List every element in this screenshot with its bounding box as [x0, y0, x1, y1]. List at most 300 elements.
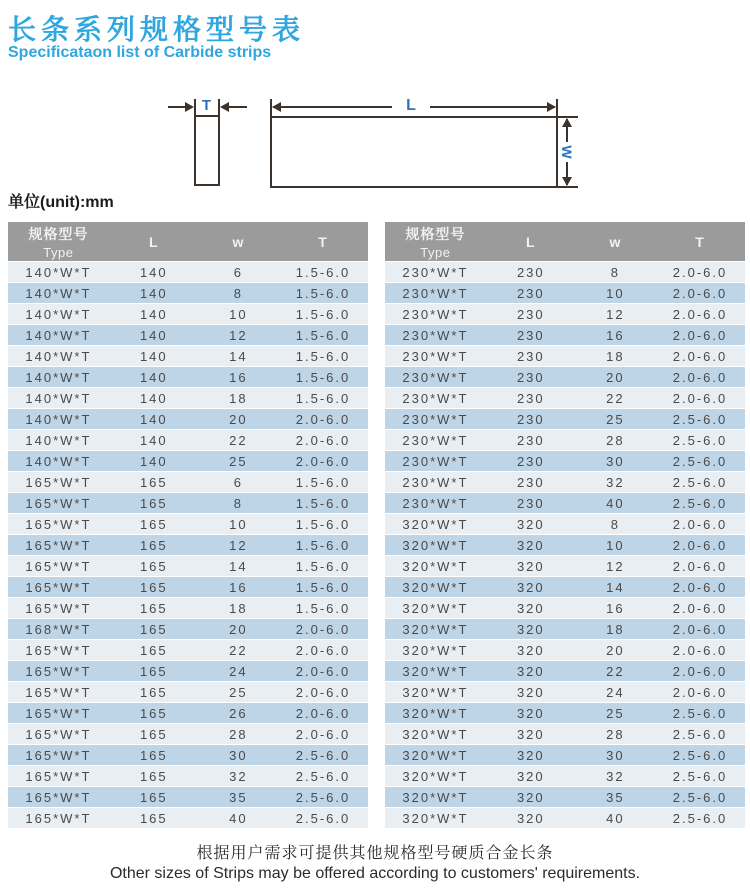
- cell-w: 25: [576, 703, 655, 724]
- cell-w: 24: [576, 682, 655, 703]
- col-header-type: [8, 222, 109, 262]
- cell-w: 20: [199, 409, 278, 430]
- cell-w: 22: [576, 388, 655, 409]
- cell-w: 22: [199, 430, 278, 451]
- table-row: [385, 304, 745, 325]
- cell-w: 12: [199, 325, 278, 346]
- l-arrow-left-icon: [272, 102, 281, 112]
- cell-l: 320: [486, 724, 576, 745]
- table-row: [385, 682, 745, 703]
- cell-t: 2.0-6.0: [655, 640, 745, 661]
- spec-table-right: [385, 222, 745, 829]
- cell-w: 28: [576, 430, 655, 451]
- table-row: [385, 409, 745, 430]
- cell-t: 2.0-6.0: [278, 451, 368, 472]
- cell-t: 2.0-6.0: [655, 346, 745, 367]
- table-row: [385, 745, 745, 766]
- cell-w: 32: [199, 766, 278, 787]
- cell-w: 28: [576, 724, 655, 745]
- table-header-row: [8, 222, 368, 262]
- cell-l: 140: [109, 430, 199, 451]
- cell-w: 16: [199, 367, 278, 388]
- table-row: [8, 640, 368, 661]
- page-subtitle: Specificataon list of Carbide strips: [8, 44, 272, 61]
- cell-type: 140*W*T: [8, 367, 109, 388]
- cell-type: 165*W*T: [8, 535, 109, 556]
- table-row: [385, 388, 745, 409]
- table-header-row: [385, 222, 745, 262]
- cell-w: 12: [576, 556, 655, 577]
- cell-l: 230: [486, 262, 576, 283]
- cell-l: 165: [109, 556, 199, 577]
- cell-type: 140*W*T: [8, 430, 109, 451]
- cell-type: 320*W*T: [385, 808, 486, 829]
- cell-l: 165: [109, 577, 199, 598]
- table-row: [8, 304, 368, 325]
- cell-l: 320: [486, 556, 576, 577]
- cell-l: 320: [486, 535, 576, 556]
- table-row: [385, 577, 745, 598]
- cell-w: 20: [576, 640, 655, 661]
- cell-w: 30: [199, 745, 278, 766]
- cell-t: 2.5-6.0: [655, 703, 745, 724]
- cell-l: 230: [486, 367, 576, 388]
- cell-w: 22: [576, 661, 655, 682]
- cell-type: 165*W*T: [8, 745, 109, 766]
- cell-t: 2.0-6.0: [278, 619, 368, 640]
- cell-w: 14: [576, 577, 655, 598]
- table-row: [8, 430, 368, 451]
- cell-l: 165: [109, 514, 199, 535]
- cell-w: 18: [576, 346, 655, 367]
- cell-t: 1.5-6.0: [278, 514, 368, 535]
- cell-l: 230: [486, 346, 576, 367]
- cell-w: 8: [576, 514, 655, 535]
- table-row: [385, 325, 745, 346]
- t-arrow-left-icon: [220, 102, 229, 112]
- cell-t: 1.5-6.0: [278, 535, 368, 556]
- cell-type: 230*W*T: [385, 283, 486, 304]
- col-header-l: L: [109, 222, 199, 262]
- cell-l: 165: [109, 535, 199, 556]
- table-row: [8, 724, 368, 745]
- cell-l: 320: [486, 808, 576, 829]
- cell-l: 230: [486, 493, 576, 514]
- cell-l: 165: [109, 766, 199, 787]
- cell-t: 2.0-6.0: [278, 661, 368, 682]
- cell-type: 320*W*T: [385, 514, 486, 535]
- cell-l: 320: [486, 577, 576, 598]
- table-row: [8, 451, 368, 472]
- col-header-type: [385, 222, 486, 262]
- cell-l: 320: [486, 514, 576, 535]
- cell-l: 165: [109, 640, 199, 661]
- cell-l: 320: [486, 619, 576, 640]
- table-row: [8, 514, 368, 535]
- cell-l: 230: [486, 304, 576, 325]
- cell-w: 16: [199, 577, 278, 598]
- cell-w: 32: [576, 472, 655, 493]
- cell-l: 320: [486, 640, 576, 661]
- cell-type: 165*W*T: [8, 493, 109, 514]
- cell-l: 140: [109, 388, 199, 409]
- cell-l: 320: [486, 766, 576, 787]
- cell-t: 2.0-6.0: [655, 598, 745, 619]
- t-dim-line-left: [168, 106, 186, 108]
- cell-t: 2.0-6.0: [655, 388, 745, 409]
- table-row: [8, 367, 368, 388]
- cell-w: 6: [199, 262, 278, 283]
- cell-l: 165: [109, 703, 199, 724]
- cell-t: 2.5-6.0: [655, 808, 745, 829]
- cell-t: 2.5-6.0: [655, 472, 745, 493]
- cell-w: 20: [576, 367, 655, 388]
- table-row: [8, 577, 368, 598]
- cell-type: 230*W*T: [385, 304, 486, 325]
- table-row: [385, 451, 745, 472]
- table-row: [385, 640, 745, 661]
- cell-l: 140: [109, 283, 199, 304]
- cell-t: 2.5-6.0: [655, 451, 745, 472]
- cell-t: 2.0-6.0: [278, 409, 368, 430]
- table-row: [385, 514, 745, 535]
- cell-t: 2.0-6.0: [655, 325, 745, 346]
- table-row: [385, 430, 745, 451]
- cell-type: 165*W*T: [8, 598, 109, 619]
- cell-w: 28: [199, 724, 278, 745]
- cell-type: 320*W*T: [385, 619, 486, 640]
- table-row: [385, 493, 745, 514]
- cell-w: 18: [576, 619, 655, 640]
- cell-type: 320*W*T: [385, 556, 486, 577]
- table-row: [385, 808, 745, 829]
- cell-l: 165: [109, 598, 199, 619]
- cell-w: 25: [199, 451, 278, 472]
- cell-type: 230*W*T: [385, 388, 486, 409]
- table-row: [8, 745, 368, 766]
- cell-w: 14: [199, 346, 278, 367]
- cell-t: 2.5-6.0: [655, 724, 745, 745]
- footer-note-cn: 根据用户需求可提供其他规格型号硬质合金长条: [196, 845, 554, 862]
- table-row: [8, 808, 368, 829]
- cell-l: 165: [109, 619, 199, 640]
- cell-w: 25: [576, 409, 655, 430]
- cell-type: 140*W*T: [8, 304, 109, 325]
- cell-l: 140: [109, 409, 199, 430]
- w-arrow-down-icon: [562, 177, 572, 186]
- cell-t: 1.5-6.0: [278, 472, 368, 493]
- cell-t: 2.5-6.0: [278, 787, 368, 808]
- cell-type: 320*W*T: [385, 682, 486, 703]
- l-dimension-label: L: [392, 97, 430, 115]
- unit-note: 单位(unit):mm: [8, 194, 114, 211]
- cell-type: 230*W*T: [385, 367, 486, 388]
- table-row: [385, 472, 745, 493]
- top-view-top-edge: [270, 116, 558, 118]
- top-view-right-edge: [556, 99, 558, 188]
- cell-type: 165*W*T: [8, 577, 109, 598]
- cell-l: 320: [486, 703, 576, 724]
- table-row: [8, 703, 368, 724]
- cell-w: 30: [576, 745, 655, 766]
- table-row: [8, 325, 368, 346]
- cell-t: 1.5-6.0: [278, 493, 368, 514]
- cell-t: 2.0-6.0: [655, 682, 745, 703]
- cell-type: 230*W*T: [385, 346, 486, 367]
- cell-t: 1.5-6.0: [278, 325, 368, 346]
- cell-l: 165: [109, 661, 199, 682]
- side-view-bottom-edge: [194, 184, 220, 186]
- cell-type: 140*W*T: [8, 325, 109, 346]
- right-table-body: [385, 262, 745, 829]
- cell-l: 230: [486, 430, 576, 451]
- table-row: [8, 388, 368, 409]
- cell-w: 10: [576, 535, 655, 556]
- table-row: [385, 262, 745, 283]
- table-row: [8, 787, 368, 808]
- cell-l: 140: [109, 262, 199, 283]
- cell-type: 140*W*T: [8, 262, 109, 283]
- cell-l: 320: [486, 598, 576, 619]
- cell-t: 2.5-6.0: [278, 766, 368, 787]
- col-header-t: T: [655, 222, 745, 262]
- cell-t: 2.0-6.0: [278, 724, 368, 745]
- cell-type: 320*W*T: [385, 766, 486, 787]
- cell-l: 320: [486, 682, 576, 703]
- cell-l: 320: [486, 745, 576, 766]
- cell-type: 165*W*T: [8, 661, 109, 682]
- cell-w: 10: [576, 283, 655, 304]
- cell-l: 230: [486, 451, 576, 472]
- t-arrow-right-icon: [185, 102, 194, 112]
- cell-w: 35: [576, 787, 655, 808]
- cell-l: 165: [109, 472, 199, 493]
- cell-l: 230: [486, 325, 576, 346]
- spec-tables: [8, 222, 745, 829]
- col-header-w: w: [199, 222, 278, 262]
- cell-w: 12: [576, 304, 655, 325]
- cell-type: 320*W*T: [385, 661, 486, 682]
- cell-t: 2.0-6.0: [655, 556, 745, 577]
- cell-l: 320: [486, 661, 576, 682]
- cell-t: 2.0-6.0: [655, 283, 745, 304]
- cell-type: 165*W*T: [8, 766, 109, 787]
- table-row: [8, 766, 368, 787]
- cell-l: 165: [109, 724, 199, 745]
- top-view-left-edge: [270, 99, 272, 188]
- col-header-l: L: [486, 222, 576, 262]
- cell-t: 2.0-6.0: [655, 514, 745, 535]
- cell-t: 2.0-6.0: [278, 703, 368, 724]
- cell-type: 320*W*T: [385, 745, 486, 766]
- cell-l: 230: [486, 409, 576, 430]
- cell-type: 320*W*T: [385, 787, 486, 808]
- cell-type: 165*W*T: [8, 703, 109, 724]
- cell-type: 165*W*T: [8, 556, 109, 577]
- cell-t: 1.5-6.0: [278, 556, 368, 577]
- table-row: [8, 283, 368, 304]
- cell-type: 140*W*T: [8, 409, 109, 430]
- cell-type: 165*W*T: [8, 640, 109, 661]
- cell-l: 165: [109, 808, 199, 829]
- col-header-type-cn: 规格型号: [28, 225, 89, 242]
- cell-t: 2.0-6.0: [278, 640, 368, 661]
- cell-type: 165*W*T: [8, 808, 109, 829]
- side-view-top-edge: [194, 115, 220, 117]
- table-row: [385, 535, 745, 556]
- cell-type: 140*W*T: [8, 451, 109, 472]
- col-header-type-cn: 规格型号: [405, 225, 466, 242]
- cell-type: 320*W*T: [385, 535, 486, 556]
- cell-type: 165*W*T: [8, 682, 109, 703]
- table-row: [8, 535, 368, 556]
- cell-l: 140: [109, 325, 199, 346]
- cell-type: 320*W*T: [385, 577, 486, 598]
- cell-type: 230*W*T: [385, 430, 486, 451]
- cell-t: 2.0-6.0: [655, 535, 745, 556]
- cell-l: 140: [109, 304, 199, 325]
- cell-t: 2.0-6.0: [655, 367, 745, 388]
- left-table-body: [8, 262, 368, 829]
- col-header-type-en: Type: [43, 244, 74, 260]
- footer-note-en: Other sizes of Strips may be offered according to customers' requirements.: [109, 865, 641, 882]
- cell-type: 320*W*T: [385, 724, 486, 745]
- top-view-bottom-edge: [270, 186, 558, 188]
- table-row: [385, 661, 745, 682]
- col-header-t: T: [278, 222, 368, 262]
- table-row: [8, 556, 368, 577]
- col-header-type-en: Type: [420, 244, 451, 260]
- t-dim-line-right: [229, 106, 247, 108]
- cell-type: 168*W*T: [8, 619, 109, 640]
- cell-w: 6: [199, 472, 278, 493]
- cell-w: 20: [199, 619, 278, 640]
- cell-w: 16: [576, 598, 655, 619]
- table-row: [385, 283, 745, 304]
- cell-l: 165: [109, 745, 199, 766]
- cell-l: 230: [486, 472, 576, 493]
- table-row: [8, 346, 368, 367]
- cell-type: 320*W*T: [385, 640, 486, 661]
- cell-t: 2.0-6.0: [655, 661, 745, 682]
- cell-t: 1.5-6.0: [278, 367, 368, 388]
- table-row: [385, 619, 745, 640]
- cell-l: 140: [109, 451, 199, 472]
- cell-type: 140*W*T: [8, 283, 109, 304]
- side-view-right-edge: [218, 99, 220, 186]
- cell-type: 230*W*T: [385, 325, 486, 346]
- cell-t: 2.5-6.0: [655, 409, 745, 430]
- w-arrow-up-icon: [562, 118, 572, 127]
- cell-type: 165*W*T: [8, 787, 109, 808]
- table-row: [385, 556, 745, 577]
- t-dimension-label: T: [196, 97, 217, 114]
- cell-t: 2.5-6.0: [655, 787, 745, 808]
- cell-t: 2.0-6.0: [655, 304, 745, 325]
- cell-t: 2.5-6.0: [655, 493, 745, 514]
- cell-type: 230*W*T: [385, 409, 486, 430]
- cell-type: 140*W*T: [8, 346, 109, 367]
- cell-type: 165*W*T: [8, 514, 109, 535]
- cell-w: 8: [199, 283, 278, 304]
- cell-t: 2.5-6.0: [655, 766, 745, 787]
- cell-type: 165*W*T: [8, 724, 109, 745]
- cell-t: 1.5-6.0: [278, 577, 368, 598]
- table-row: [8, 619, 368, 640]
- cell-l: 140: [109, 346, 199, 367]
- cell-w: 26: [199, 703, 278, 724]
- cell-w: 35: [199, 787, 278, 808]
- cell-t: 1.5-6.0: [278, 388, 368, 409]
- cell-w: 14: [199, 556, 278, 577]
- cell-w: 8: [199, 493, 278, 514]
- cell-w: 12: [199, 535, 278, 556]
- cell-t: 1.5-6.0: [278, 283, 368, 304]
- col-header-w: w: [576, 222, 655, 262]
- cell-l: 165: [109, 787, 199, 808]
- spec-table-left: [8, 222, 368, 829]
- table-row: [8, 661, 368, 682]
- cell-t: 2.5-6.0: [278, 745, 368, 766]
- page-title: 长条系列规格型号表: [8, 14, 306, 45]
- cell-t: 1.5-6.0: [278, 304, 368, 325]
- cell-t: 2.5-6.0: [655, 745, 745, 766]
- cell-type: 140*W*T: [8, 388, 109, 409]
- cell-type: 230*W*T: [385, 451, 486, 472]
- cell-type: 165*W*T: [8, 472, 109, 493]
- cell-w: 24: [199, 661, 278, 682]
- table-row: [385, 367, 745, 388]
- cell-w: 8: [576, 262, 655, 283]
- cell-w: 22: [199, 640, 278, 661]
- table-row: [8, 409, 368, 430]
- cell-l: 165: [109, 493, 199, 514]
- cell-t: 2.5-6.0: [655, 430, 745, 451]
- cell-l: 140: [109, 367, 199, 388]
- l-arrow-right-icon: [547, 102, 556, 112]
- cell-type: 320*W*T: [385, 598, 486, 619]
- cell-w: 10: [199, 304, 278, 325]
- cell-l: 230: [486, 283, 576, 304]
- table-row: [385, 346, 745, 367]
- cell-w: 10: [199, 514, 278, 535]
- footer-note: [0, 840, 750, 883]
- cell-l: 320: [486, 787, 576, 808]
- table-row: [8, 262, 368, 283]
- cell-w: 30: [576, 451, 655, 472]
- cell-t: 2.0-6.0: [655, 619, 745, 640]
- cell-l: 230: [486, 388, 576, 409]
- cell-w: 40: [576, 808, 655, 829]
- cell-l: 165: [109, 682, 199, 703]
- table-row: [385, 724, 745, 745]
- cell-w: 25: [199, 682, 278, 703]
- table-row: [385, 766, 745, 787]
- cell-t: 2.0-6.0: [278, 430, 368, 451]
- w-ext-line-bottom: [558, 186, 578, 188]
- table-row: [8, 493, 368, 514]
- table-row: [8, 472, 368, 493]
- cell-t: 1.5-6.0: [278, 346, 368, 367]
- table-row: [385, 703, 745, 724]
- cell-w: 32: [576, 766, 655, 787]
- table-row: [8, 598, 368, 619]
- table-row: [385, 598, 745, 619]
- cell-t: 2.0-6.0: [278, 682, 368, 703]
- cell-type: 230*W*T: [385, 262, 486, 283]
- cell-t: 2.0-6.0: [655, 577, 745, 598]
- cell-t: 2.0-6.0: [655, 262, 745, 283]
